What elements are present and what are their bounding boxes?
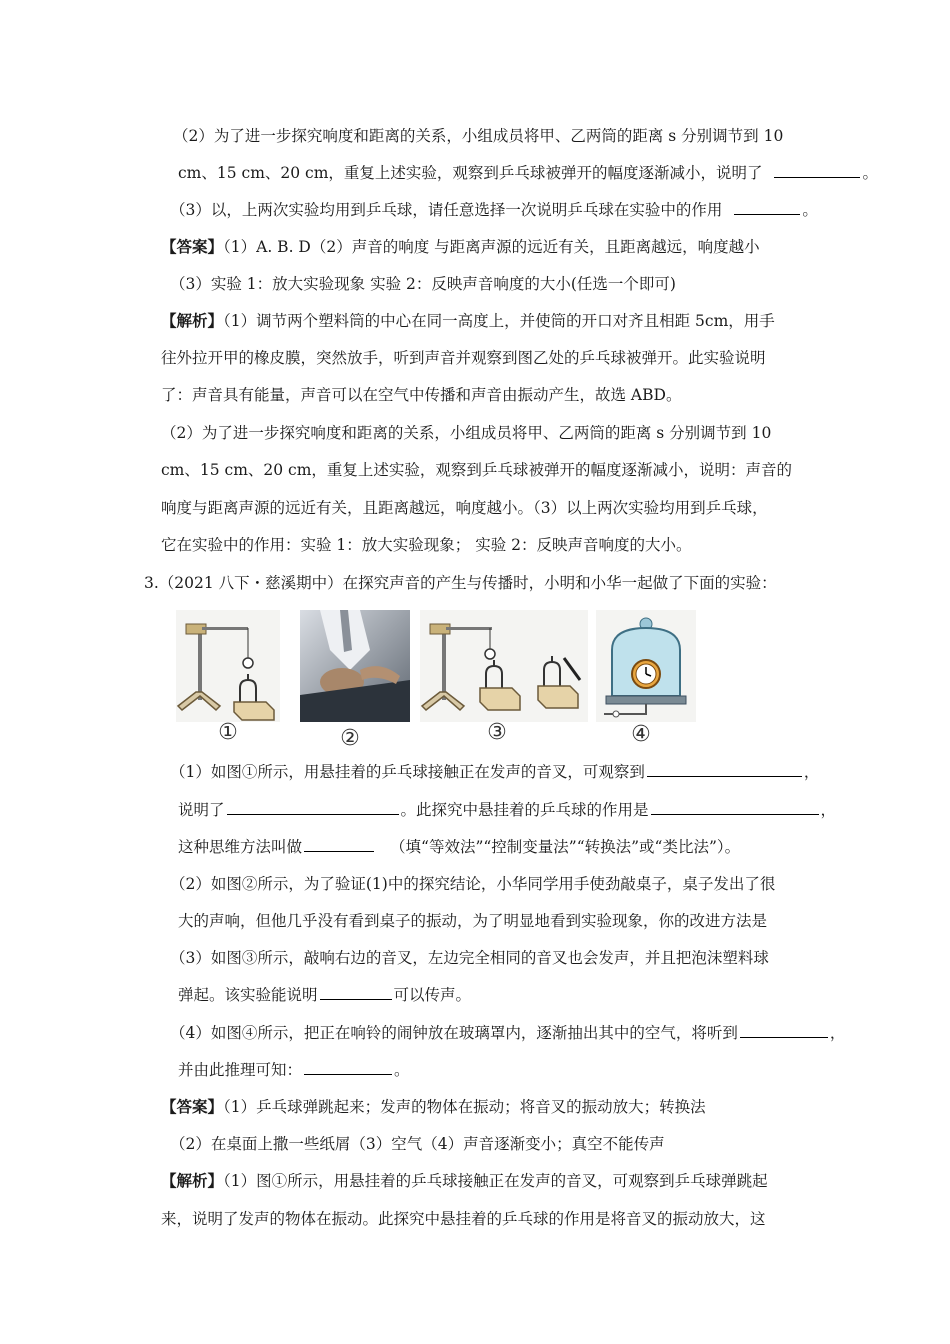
question-3-part1-line2 <box>178 800 836 820</box>
question-3-stem: 3.（2021 八下・慈溪期中）在探究声音的产生与传播时，小明和小华一起做了下面的实验： <box>144 574 777 592</box>
question-2-part2-line1: （2）为了进一步探究响度和距离的关系，小组成员将甲、乙两筒的距离 s 分别调节到 10 <box>173 127 784 145</box>
explanation-line-4: （2）为了进一步探究响度和距离的关系，小组成员将甲、乙两筒的距离 s 分别调节到 10 <box>161 424 772 442</box>
explanation-line-8 <box>161 1171 768 1191</box>
explanation-line-9: 来，说明了发声的物体在振动。此探究中悬挂着的乒乓球的作用是将音叉的振动放大，这 <box>161 1210 766 1228</box>
answer-line-3 <box>161 1097 706 1117</box>
answer-text: （1）A. B. D（2）声音的响度 与距离声源的远近有关，且距离越远，响度越小 <box>223 238 760 256</box>
punct: ， <box>803 763 820 781</box>
answer-line-4: （2）在桌面上撒一些纸屑（3）空气（4）声音逐渐变小；真空不能传声 <box>170 1135 665 1153</box>
answer-blank[interactable] <box>304 837 374 852</box>
punct: ， <box>820 801 837 819</box>
figure-label-2: ② <box>340 726 360 751</box>
question-2-part2-line2 <box>178 163 878 183</box>
punct: 。 <box>862 164 878 182</box>
answer-line-1 <box>161 237 760 257</box>
figure-3 <box>420 610 588 722</box>
text: （3）以，上两次实验均用到乒乓球，请任意选择一次说明乒乓球在实验中的作用 <box>170 201 723 219</box>
question-3-part4-line1 <box>170 1023 845 1043</box>
figure-4 <box>596 610 696 722</box>
answer-blank[interactable] <box>227 800 399 815</box>
explanation-text: （1）调节两个塑料筒的中心在同一高度上，并使筒的开口对齐且相距 5cm，用手 <box>223 312 775 330</box>
question-3-part3-line2 <box>178 985 471 1005</box>
question-3-part2-line2: 大的声响，但他几乎没有看到桌子的振动，为了明显地看到实验现象，你的改进方法是 <box>178 912 768 930</box>
punct: 。 <box>394 1061 410 1079</box>
figure-1 <box>176 610 280 722</box>
answer-blank[interactable] <box>320 985 392 1000</box>
text: （4）如图④所示，把正在响铃的闹钟放在玻璃罩内，逐渐抽出其中的空气，将听到 <box>170 1024 738 1042</box>
answer-tag: 【答案】 <box>161 1097 224 1116</box>
explanation-text: （1）图①所示，用悬挂着的乒乓球接触正在发声的音叉，可观察到乒乓球弹跳起 <box>223 1172 768 1190</box>
answer-text: （1）乒乓球弹跳起来；发声的物体在振动；将音叉的振动放大；转换法 <box>223 1098 706 1116</box>
hand-knocking-table-photo <box>300 610 410 722</box>
text: 并由此推理可知： <box>178 1061 303 1079</box>
question-2-part3 <box>170 200 818 220</box>
figure-label-3: ③ <box>487 720 507 745</box>
question-3-part4-line2 <box>178 1060 410 1080</box>
explanation-line-2: 往外拉开甲的橡皮膜，突然放手，听到声音并观察到图乙处的乒乓球被弹开。此实验说明 <box>161 349 766 367</box>
question-3-part1-line3 <box>178 837 740 857</box>
answer-tag: 【答案】 <box>161 237 224 256</box>
question-3-part3-line1: （3）如图③所示，敲响右边的音叉，左边完全相同的音叉也会发声，并且把泡沫塑料球 <box>170 949 769 967</box>
explanation-line-5: cm、15 cm、20 cm，重复上述实验，观察到乒乓球被弹开的幅度逐渐减小，说明：声音的 <box>161 461 792 479</box>
answer-blank[interactable] <box>647 762 802 777</box>
text: 说明了 <box>178 801 225 819</box>
text: 。此探究中悬挂着的乒乓球的作用是 <box>400 801 649 819</box>
explanation-line-6: 响度与距离声源的远近有关，且距离越远，响度越小。（3）以上两次实验均用到乒乓球， <box>161 499 768 517</box>
answer-blank[interactable] <box>651 800 819 815</box>
bell-jar-clock-icon <box>596 610 696 722</box>
answer-blank[interactable] <box>734 200 800 215</box>
explanation-tag: 【解析】 <box>161 311 224 330</box>
text: 这种思维方法叫做 <box>178 838 303 856</box>
text: 弹起。该实验能说明 <box>178 986 318 1004</box>
question-3-part1-line1 <box>170 762 819 782</box>
explanation-line-7: 它在实验中的作用：实验 1：放大实验现象； 实验 2：反映声音响度的大小。 <box>161 536 692 554</box>
explanation-line-1 <box>161 311 775 331</box>
figure-label-1: ① <box>218 720 238 745</box>
answer-blank[interactable] <box>774 163 860 178</box>
punct: ， <box>829 1024 846 1042</box>
figure-label-4: ④ <box>631 722 651 747</box>
text: （填“等效法”“控制变量法”“转换法”或“类比法”）。 <box>390 838 741 856</box>
explanation-tag: 【解析】 <box>161 1171 224 1190</box>
text: 可以传声。 <box>393 986 472 1004</box>
text: （1）如图①所示，用悬挂着的乒乓球接触正在发声的音叉，可观察到 <box>170 763 645 781</box>
answer-line-2: （3）实验 1：放大实验现象 实验 2：反映声音响度的大小(任选一个即可) <box>170 275 676 293</box>
tuning-fork-pendulum-icon <box>176 610 280 722</box>
answer-blank[interactable] <box>740 1023 828 1038</box>
punct: 。 <box>802 201 818 219</box>
text: cm、15 cm、20 cm，重复上述实验，观察到乒乓球被弹开的幅度逐渐减小，说明了 <box>178 164 763 182</box>
question-3-part2-line1: （2）如图②所示，为了验证(1)中的探究结论，小华同学用手使劲敲桌子，桌子发出了很 <box>170 875 776 893</box>
answer-blank[interactable] <box>304 1060 392 1075</box>
two-tuning-forks-icon <box>420 610 588 722</box>
explanation-line-3: 了：声音具有能量，声音可以在空气中传播和声音由振动产生，故选 ABD。 <box>161 386 682 404</box>
figure-2 <box>300 610 410 722</box>
